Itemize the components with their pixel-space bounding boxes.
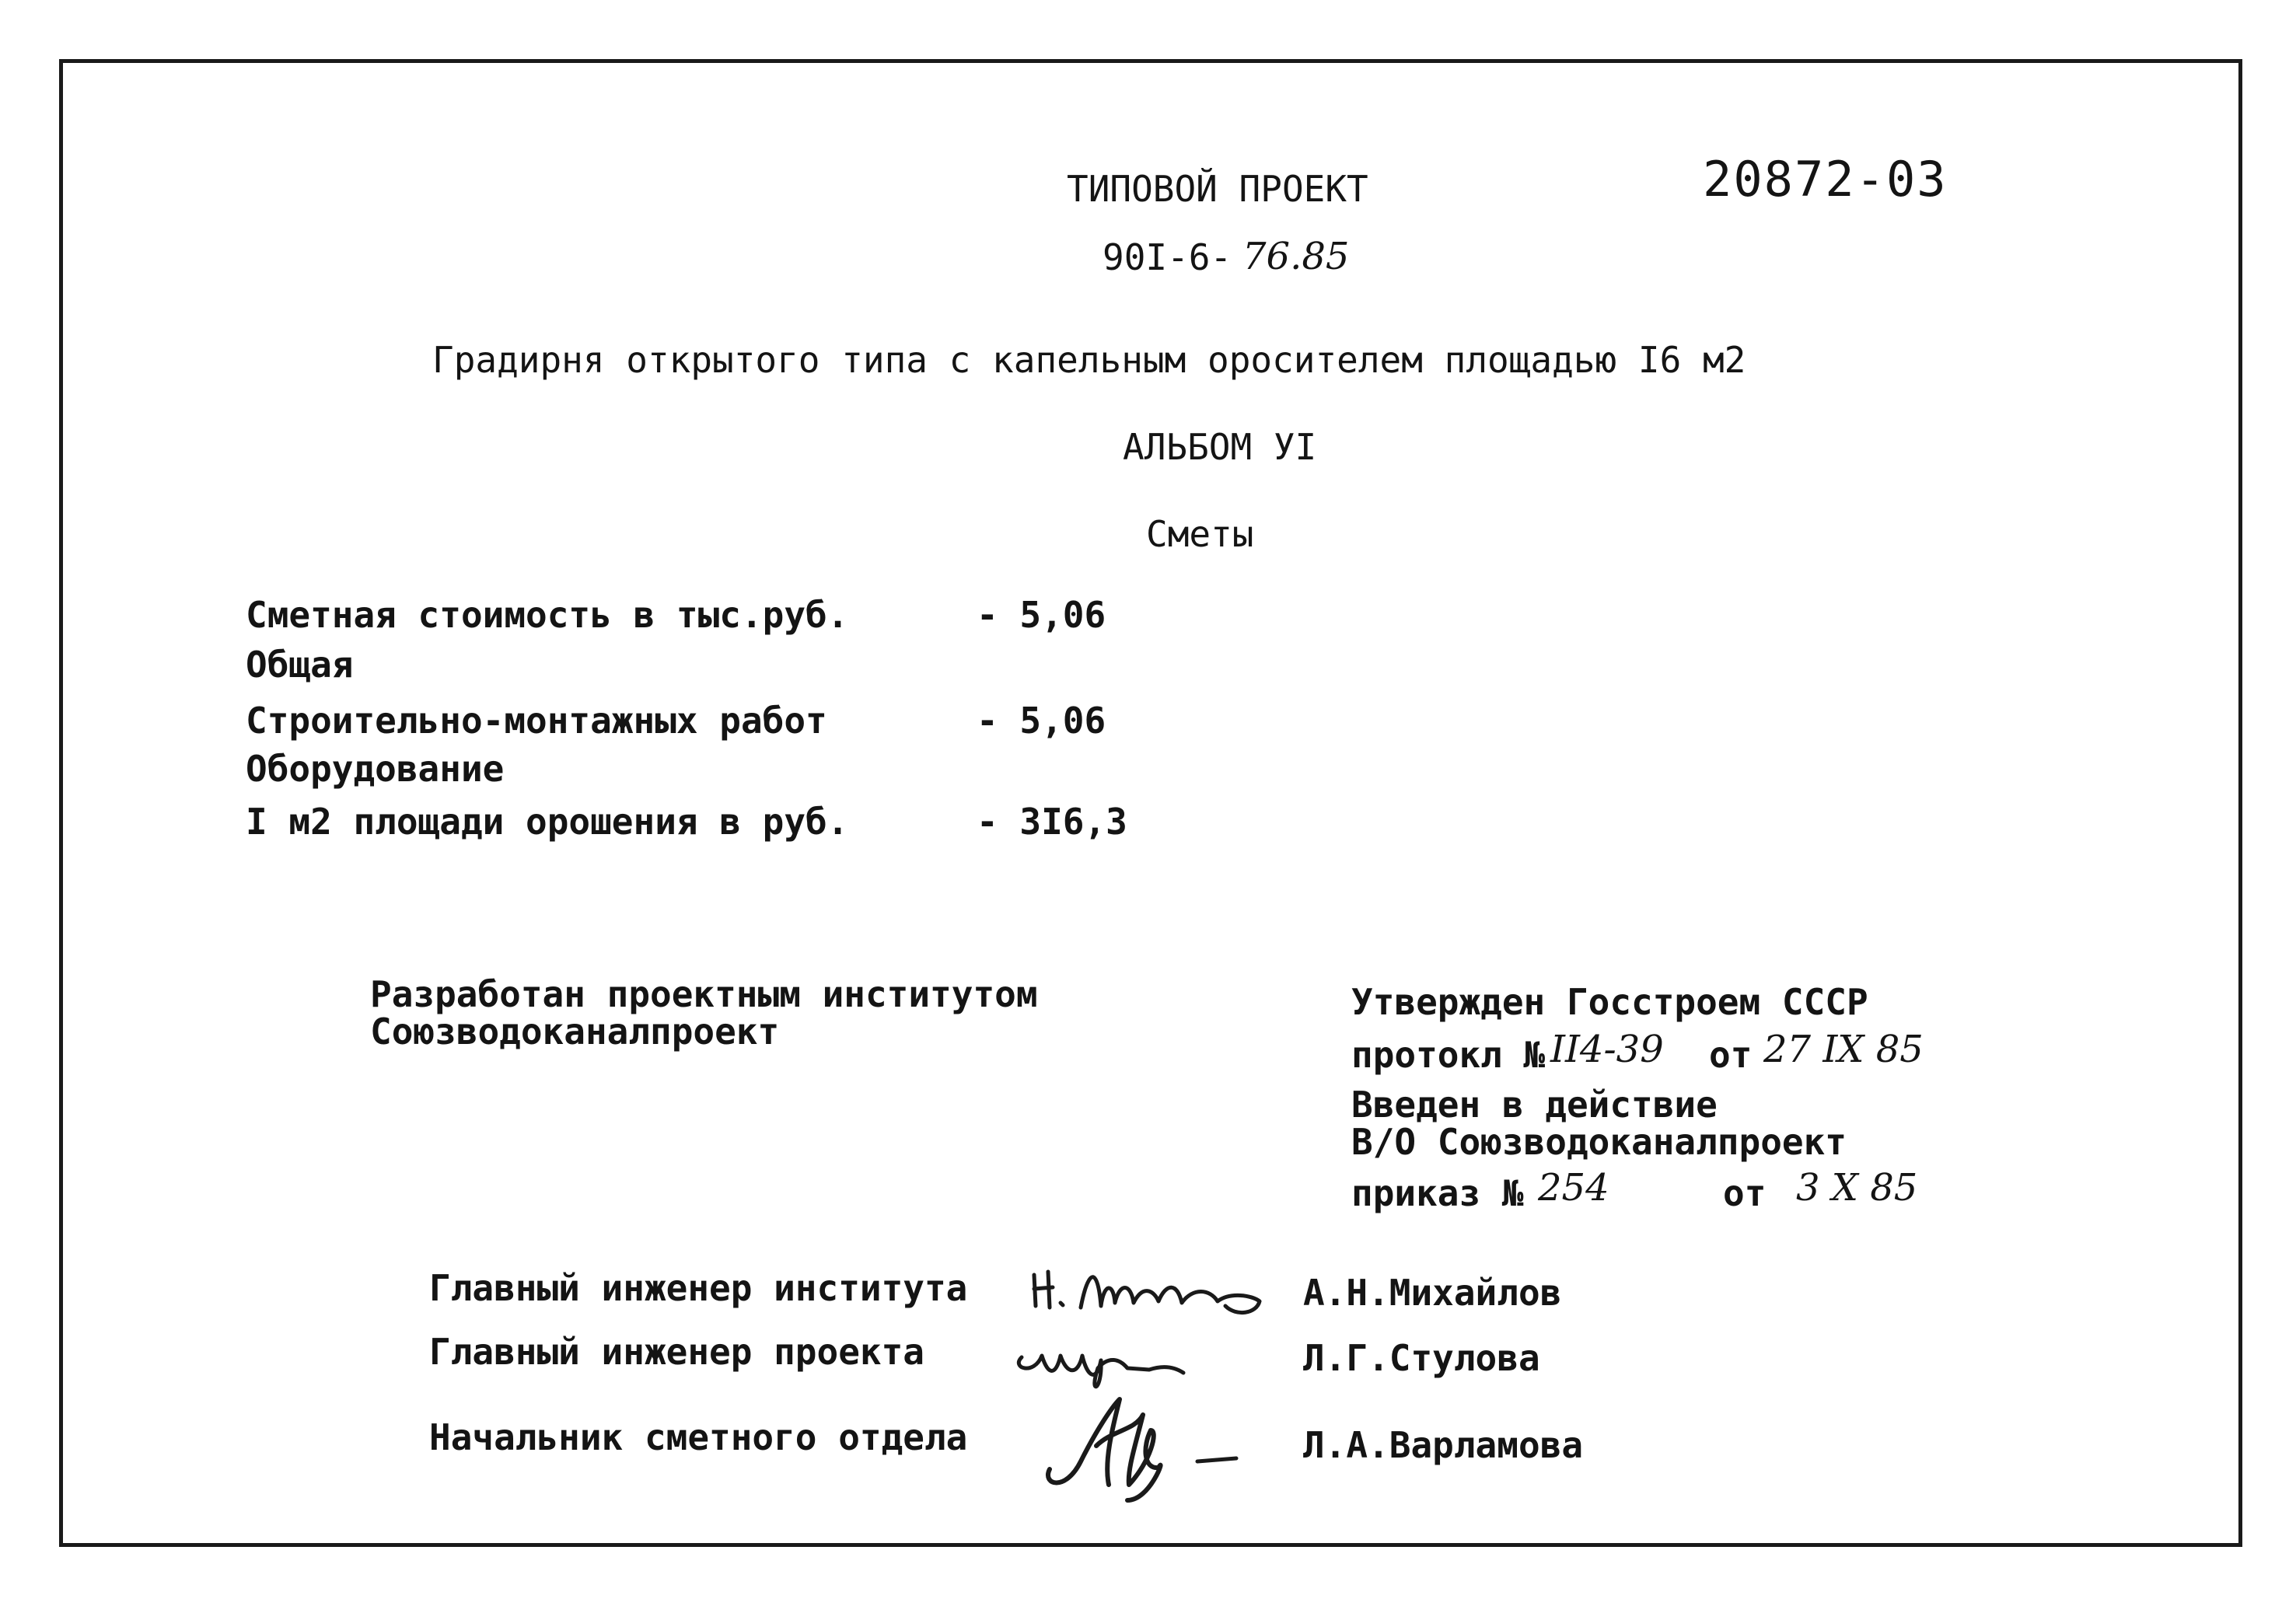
cost-value: - 5,06 [977,594,1106,636]
order-date: 3 X 85 [1796,1166,1918,1210]
cost-label: Строительно-монтажных работ [246,700,827,742]
cost-label: Сметная стоимость в тыс.руб. [246,594,849,636]
order-from: от [1723,1172,1767,1214]
order-number: 254 [1538,1166,1609,1210]
signature-scribble-mikhailov [1026,1252,1275,1321]
signature-role: Главный инженер института [429,1267,968,1309]
section-label: Сметы [1146,513,1254,555]
signature-name: А.Н.Михайлов [1303,1272,1562,1314]
signature-scribble-stulova [1011,1321,1197,1391]
signature-name: Л.А.Варламова [1303,1424,1584,1466]
project-code-prefix: 90I-6- [1103,236,1232,278]
approval-line: Утвержден Госстроем СССР [1351,981,1868,1023]
developer-institute: Союзводоканалпроект [370,1011,780,1053]
cost-label: Общая [246,644,354,686]
signature-role: Главный инженер проекта [429,1331,924,1373]
developer-line: Разработан проектным институтом [370,973,1038,1015]
document-number: 20872-03 [1703,151,1948,208]
protocol-label: протокл № [1351,1034,1546,1076]
approval-line: Введен в действие [1351,1084,1718,1126]
cost-label: I м2 площади орошения в руб. [246,801,849,843]
protocol-number: II4-39 [1550,1028,1664,1071]
cost-value: - 3I6,3 [977,801,1127,843]
cost-label: Оборудование [246,748,505,790]
signature-scribble-varlamova [1034,1384,1267,1508]
protocol-from: от [1709,1034,1753,1076]
signature-role: Начальник сметного отдела [429,1416,968,1458]
project-kind: ТИПОВОЙ ПРОЕКТ [1067,168,1368,210]
approval-line: В/О Союзводоканалпроект [1351,1121,1847,1163]
cost-value: - 5,06 [977,700,1106,742]
order-label: приказ № [1351,1172,1524,1214]
protocol-date: 27 IX 85 [1763,1028,1924,1071]
signature-name: Л.Г.Стулова [1303,1337,1540,1379]
project-title: Градирня открытого типа с капельным оросителем площадью I6 м2 [432,339,1746,381]
album-label: АЛЬБОМ УI [1123,426,1317,468]
project-code-handwritten: 76.85 [1242,235,1350,278]
